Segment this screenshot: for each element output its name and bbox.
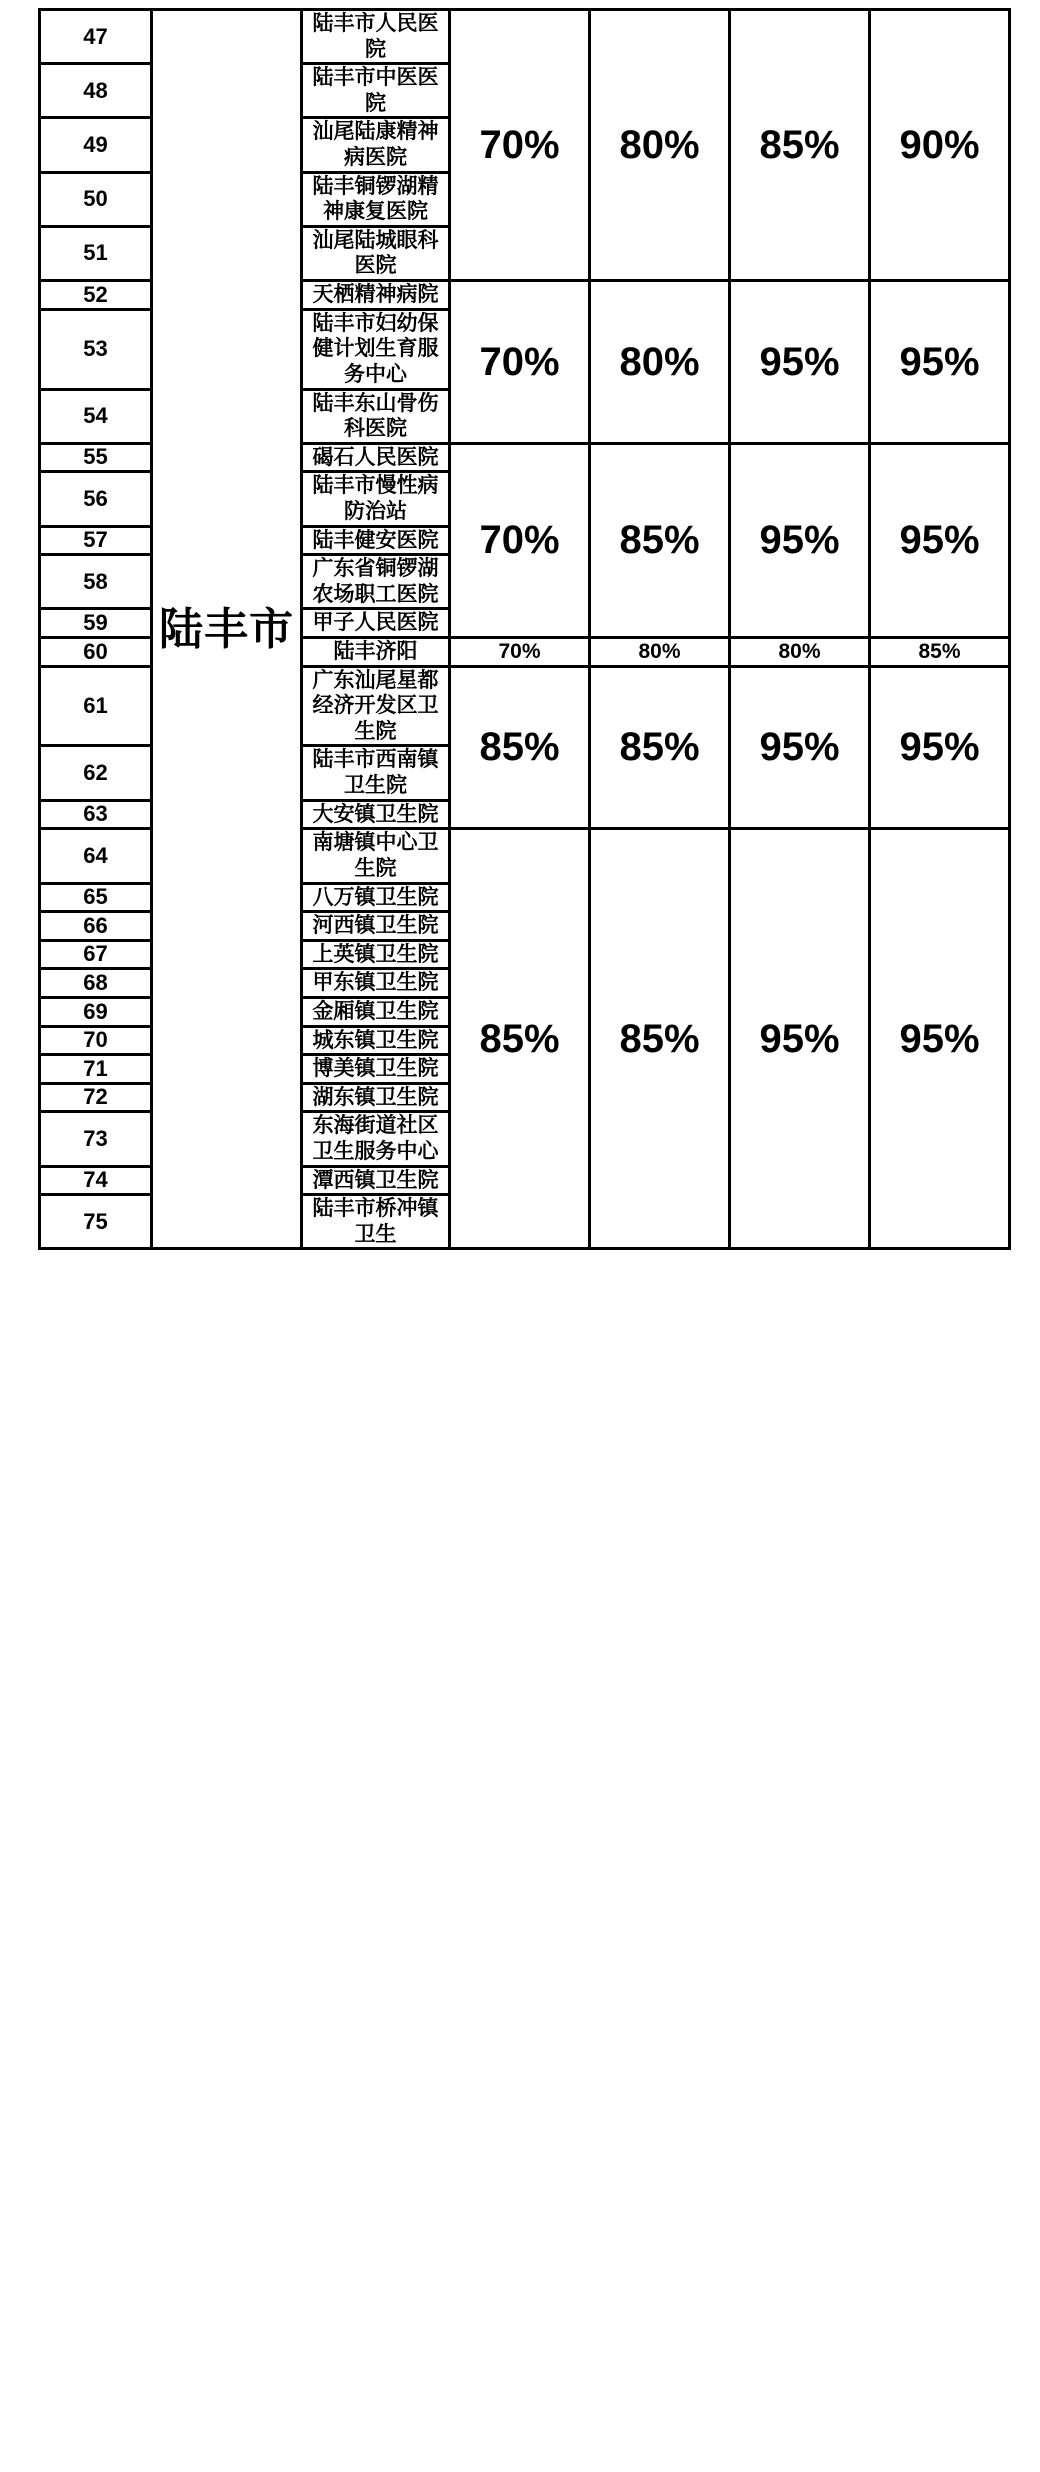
row-index: 60 [40,638,152,667]
row-index: 59 [40,609,152,638]
ratio-value-3: 85% [730,10,870,281]
row-index: 71 [40,1055,152,1084]
ratio-value-4: 90% [870,10,1010,281]
region-cell: 陆丰市 [152,10,302,1249]
ratio-value-3: 95% [730,666,870,829]
row-index: 57 [40,526,152,555]
ratio-value-2: 80% [590,10,730,281]
table-row [40,10,1010,64]
ratio-value-4: 95% [870,666,1010,829]
ratio-value-1: 70% [450,10,590,281]
institution-name: 广东省铜锣湖农场职工医院 [302,555,450,609]
ratio-value-3: 95% [730,281,870,444]
row-index: 72 [40,1083,152,1112]
institution-name: 碣石人民医院 [302,443,450,472]
institution-name: 陆丰健安医院 [302,526,450,555]
institution-name: 汕尾陆康精神病医院 [302,118,450,172]
row-index: 74 [40,1166,152,1195]
ratio-value-4: 85% [870,638,1010,667]
institution-name: 潭西镇卫生院 [302,1166,450,1195]
ratio-value-2: 85% [590,666,730,829]
ratio-value-2: 85% [590,829,730,1249]
ratio-value-3: 95% [730,443,870,637]
institution-name: 陆丰市人民医院 [302,10,450,64]
row-index: 47 [40,10,152,64]
row-index: 52 [40,281,152,310]
row-index: 58 [40,555,152,609]
institution-name: 陆丰济阳 [302,638,450,667]
institution-name: 陆丰市中医医院 [302,64,450,118]
institution-name: 博美镇卫生院 [302,1055,450,1084]
institution-name: 陆丰东山骨伤科医院 [302,389,450,443]
row-index: 65 [40,883,152,912]
institution-name: 甲东镇卫生院 [302,969,450,998]
institution-name: 汕尾陆城眼科医院 [302,226,450,280]
institution-name: 大安镇卫生院 [302,800,450,829]
row-index: 68 [40,969,152,998]
institution-name: 陆丰铜锣湖精神康复医院 [302,172,450,226]
institution-name: 陆丰市慢性病防治站 [302,472,450,526]
ratio-value-1: 70% [450,281,590,444]
institution-name: 南塘镇中心卫生院 [302,829,450,883]
ratio-value-2: 85% [590,443,730,637]
institution-name: 陆丰市桥冲镇卫生 [302,1195,450,1249]
ratio-value-4: 95% [870,829,1010,1249]
medical-institution-ratio-table [38,8,1011,1250]
ratio-value-2: 80% [590,638,730,667]
ratio-value-4: 95% [870,281,1010,444]
institution-name: 广东汕尾星都经济开发区卫生院 [302,666,450,746]
ratio-value-3: 80% [730,638,870,667]
institution-name: 上英镇卫生院 [302,940,450,969]
ratio-value-3: 95% [730,829,870,1249]
institution-name: 东海街道社区卫生服务中心 [302,1112,450,1166]
row-index: 48 [40,64,152,118]
row-index: 51 [40,226,152,280]
row-index: 67 [40,940,152,969]
institution-name: 河西镇卫生院 [302,912,450,941]
ratio-value-1: 70% [450,443,590,637]
ratio-value-4: 95% [870,443,1010,637]
row-index: 66 [40,912,152,941]
ratio-value-1: 85% [450,829,590,1249]
ratio-value-1: 85% [450,666,590,829]
row-index: 75 [40,1195,152,1249]
institution-name: 八万镇卫生院 [302,883,450,912]
row-index: 50 [40,172,152,226]
ratio-value-2: 80% [590,281,730,444]
row-index: 55 [40,443,152,472]
institution-name: 甲子人民医院 [302,609,450,638]
institution-name: 天栖精神病院 [302,281,450,310]
institution-name: 城东镇卫生院 [302,1026,450,1055]
ratio-value-1: 70% [450,638,590,667]
row-index: 56 [40,472,152,526]
row-index: 49 [40,118,152,172]
table-body [40,10,1010,1249]
row-index: 64 [40,829,152,883]
row-index: 54 [40,389,152,443]
row-index: 63 [40,800,152,829]
row-index: 69 [40,997,152,1026]
institution-name: 陆丰市妇幼保健计划生育服务中心 [302,309,450,389]
row-index: 53 [40,309,152,389]
institution-name: 陆丰市西南镇卫生院 [302,746,450,800]
row-index: 61 [40,666,152,746]
row-index: 62 [40,746,152,800]
row-index: 70 [40,1026,152,1055]
row-index: 73 [40,1112,152,1166]
institution-name: 金厢镇卫生院 [302,997,450,1026]
institution-name: 湖东镇卫生院 [302,1083,450,1112]
